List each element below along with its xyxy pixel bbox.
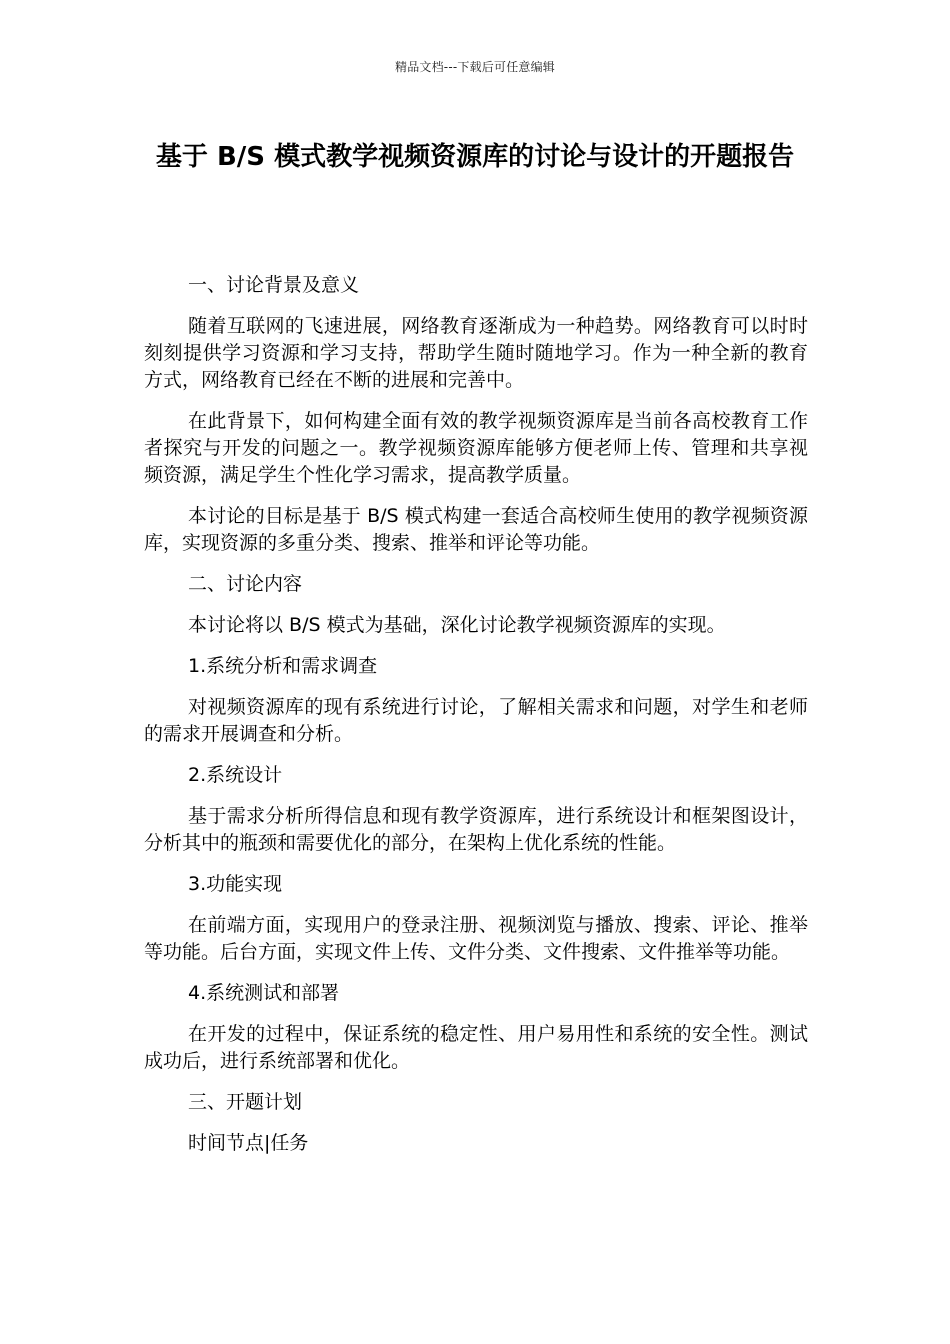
- subsection-heading: 4.系统测试和部署: [188, 982, 340, 1004]
- paragraph: 在开发的过程中，保证系统的稳定性、用户易用性和系统的安全性。测试成功后，进行系统部署和优化。: [144, 1023, 808, 1072]
- document-title: 基于 B/S 模式教学视频资源库的讨论与设计的开题报告: [155, 142, 795, 172]
- paragraph: 在前端方面，实现用户的登录注册、视频浏览与播放、搜索、评论、推举等功能。后台方面，实现文件上传、文件分类、文件搜索、文件推举等功能。: [144, 914, 808, 963]
- subsection-heading: 2.系统设计: [188, 764, 283, 786]
- paragraph: 本讨论的目标是基于 B/S 模式构建一套适合高校师生使用的教学视频资源库，实现资源的多重分类、搜索、推举和评论等功能。: [144, 505, 808, 554]
- header-note: 精品文档---下载后可任意编辑: [395, 60, 555, 74]
- table-header-line: 时间节点|任务: [188, 1132, 309, 1154]
- paragraph: 在此背景下，如何构建全面有效的教学视频资源库是当前各高校教育工作者探究与开发的问题之一。教学视频资源库能够方便老师上传、管理和共享视频资源，满足学生个性化学习需求，提高教学质量。: [144, 410, 808, 486]
- section-heading-content: 二、讨论内容: [188, 573, 303, 595]
- subsection-heading: 1.系统分析和需求调查: [188, 655, 378, 677]
- paragraph: 本讨论将以 B/S 模式为基础，深化讨论教学视频资源库的实现。: [188, 614, 726, 636]
- paragraph: 基于需求分析所得信息和现有教学资源库，进行系统设计和框架图设计，分析其中的瓶颈和需要优化的部分，在架构上优化系统的性能。: [144, 805, 808, 854]
- paragraph: 对视频资源库的现有系统进行讨论，了解相关需求和问题，对学生和老师的需求开展调查和分析。: [144, 696, 808, 745]
- document-body: [144, 272, 808, 1171]
- subsection-heading: 3.功能实现: [188, 873, 283, 895]
- section-heading-plan: 三、开题计划: [188, 1091, 303, 1113]
- section-heading-background: 一、讨论背景及意义: [188, 274, 360, 296]
- paragraph: 随着互联网的飞速进展，网络教育逐渐成为一种趋势。网络教育可以时时刻刻提供学习资源和学习支持，帮助学生随时随地学习。作为一种全新的教育方式，网络教育已经在不断的进展和完善中。: [144, 315, 808, 391]
